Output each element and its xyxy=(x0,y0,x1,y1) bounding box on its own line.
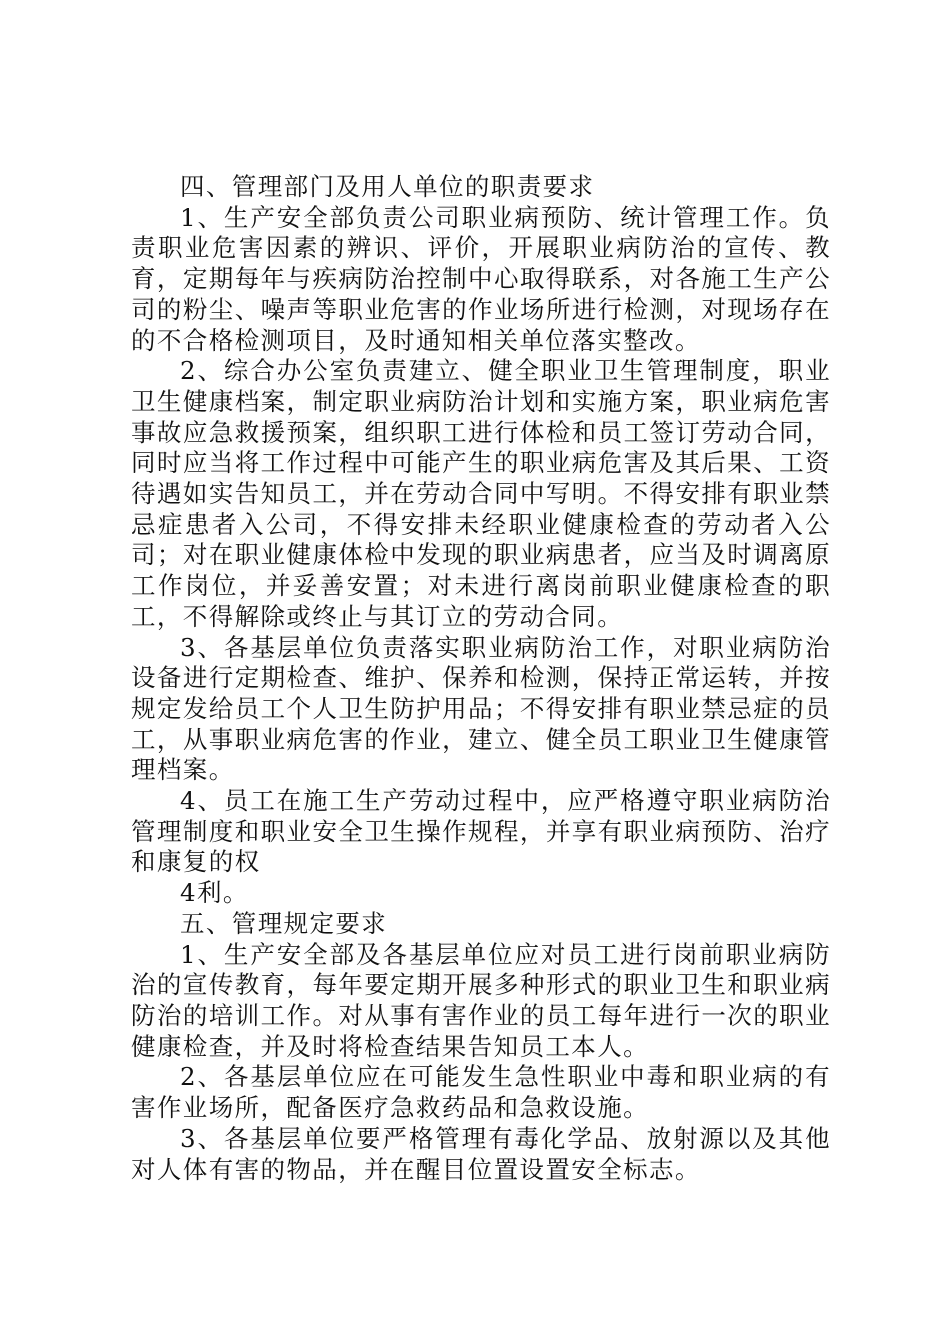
paragraph: 3、各基层单位负责落实职业病防治工作，对职业病防治设备进行定期检查、维护、保养和检测，保持正常运转，并按规定发给员工个人卫生防护用品；不得安排有职业禁忌症的员工，从事职业病危害的作业，建立、健全员工职业卫生健康管理档案。 xyxy=(131,632,831,785)
paragraph: 1、生产安全部及各基层单位应对员工进行岗前职业病防治的宣传教育，每年要定期开展多种形式的职业卫生和职业病防治的培训工作。对从事有害作业的员工每年进行一次的职业健康检查，并及时将检查结果告知员工本人。 xyxy=(131,939,831,1061)
paragraph: 3、各基层单位要严格管理有毒化学品、放射源以及其他对人体有害的物品，并在醒目位置设置安全标志。 xyxy=(131,1123,831,1184)
paragraph: 4、员工在施工生产劳动过程中，应严格遵守职业病防治管理制度和职业安全卫生操作规程，并享有职业病预防、治疗和康复的权 xyxy=(131,786,831,877)
section-heading-4: 四、管理部门及用人单位的职责要求 xyxy=(180,172,595,201)
section-heading-5: 五、管理规定要求 xyxy=(180,908,388,938)
paragraph: 1、生产安全部负责公司职业病预防、统计管理工作。负责职业危害因素的辨识、评价，开展职业病防治的宣传、教育，定期每年与疾病防治控制中心取得联系，对各施工生产公司的粉尘、噪声等职业危害的作业场所进行检测，对现场存在的不合格检测项目，及时通知相关单位落实整改。 xyxy=(131,202,831,355)
paragraph: 2、各基层单位应在可能发生急性职业中毒和职业病的有害作业场所，配备医疗急救药品和急救设施。 xyxy=(131,1062,831,1123)
paragraph: 2、综合办公室负责建立、健全职业卫生管理制度，职业卫生健康档案，制定职业病防治计划和实施方案，职业病危害事故应急救援预案，组织职工进行体检和员工签订劳动合同，同时应当将工作过程中可能产生的职业病危害及其后果、工资待遇如实告知员工，并在劳动合同中写明。不得安排有职业禁忌症患者入公司，不得安排未经职业健康检查的劳动者入公司；对在职业健康体检中发现的职业病患者，应当及时调离原工作岗位，并妥善安置；对未进行离岗前职业健康检查的职工，不得解除或终止与其订立的劳动合同。 xyxy=(131,356,831,631)
document-body xyxy=(131,172,831,1185)
paragraph: 4利。 xyxy=(180,878,249,908)
